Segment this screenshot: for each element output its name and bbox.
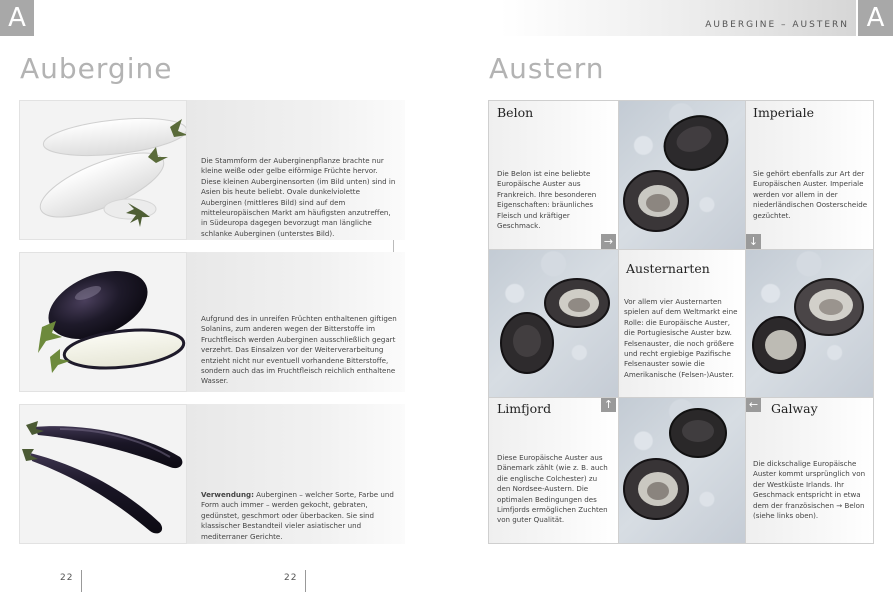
cell-imperiale [745,101,873,249]
arrow-up-icon: ↑ [601,397,616,412]
grid-line [745,101,746,543]
limfjord-oyster-illustration [618,397,745,543]
aubergine-paragraph-2: Aufgrund des in unreifen Früchten enthaltenen giftigen Solanins, zum anderen wegen der Bitterstoffe im Fruchtfleisch werden Auberginen ausschließlich gegart verzehrt. Das Einsalzen vor der Weiterverarbeitung entzieht nicht nur eventuell vorhandene Bitterstoffe, sondern auch das im Fruchtfleisch reichlich enthaltene Wasser. [201,314,397,386]
heading-austernarten: Austernarten [626,261,710,276]
text-galway: Die dickschalige Europäische Auster kommt ursprünglich von der Westküste Irlands. Ihr Geschmack entspricht in etwa dem der französischen → Belon (siehe links oben). [753,459,866,521]
long-aubergine-photo [19,404,187,544]
aubergine-row-2 [19,252,405,392]
page-number-rule-right [305,570,306,592]
cell-belon [489,101,618,249]
aubergine-text-panel-3 [187,404,405,544]
white-aubergine-illustration [20,101,187,240]
white-aubergine-photo [19,100,187,240]
page-number-right: 22 [284,573,298,583]
aubergine-paragraph-3 [201,490,399,542]
text-austernarten: Vor allem vier Austernarten spielen auf dem Weltmarkt eine Rolle: die Europäische Auster, die Portugiesische Auster bzw. Felsenauster, die noch größere und recht ergiebige Pazifische Felsenauster sowie die Amerikanische (Felsen-)Auster. [624,297,738,379]
photo-belon-oyster [618,101,745,249]
cell-austernarten [618,249,745,397]
text-limfjord: Diese Europäische Auster aus Dänemark zählt (wie z. B. auch die englische Colchester) zu den Nordsee-Austern. Die optimalen Bedingungen des Limfjords ermöglichen Zuchten von guter Qualität. [497,453,608,525]
aubergine-text-panel-1 [187,100,405,240]
section-letter-left: A [0,0,34,36]
aubergine-row-1 [19,100,405,240]
belon-oyster-illustration [618,101,745,249]
divider-mark [393,240,394,252]
dark-aubergine-illustration [20,253,187,392]
header-gradient [500,0,856,36]
cell-limfjord [489,397,618,543]
usage-label: Verwendung: [201,490,254,499]
page-title-austern: Austern [489,52,605,85]
section-letter-right: A [858,0,893,36]
page-number-rule-left [81,570,82,592]
arrow-left-icon: ← [746,397,761,412]
oysters-right-illustration [745,249,873,397]
grid-line [489,397,873,398]
aubergine-text-panel-2 [187,252,405,392]
arrow-down-icon: ↓ [746,234,761,249]
aubergine-paragraph-1: Die Stammform der Auberginenpflanze brachte nur kleine weiße oder gelbe eiförmige Früchte hervor. Diese kleinen Auberginensorten (im Bild unten) sind in Asien bis heute beliebt. Ovale dunkelviolette Auberginen (mittleres Bild) sind auf dem mitteleuropäischen Markt am häufigsten anzutreffen, in Südeuropa dagegen bevorzugt man längliche schlanke Auberginen (unterstes Bild). [201,156,396,238]
photo-austernarten-oysters [489,249,618,397]
text-belon: Die Belon ist eine beliebte Europäische Auster aus Frankreich. Ihre besonderen Eigenschaften: bräunliches Fleisch und kräftiger Geschmack. [497,169,597,231]
dark-aubergine-photo [19,252,187,392]
page-number-left: 22 [60,573,74,583]
page-title-aubergine: Aubergine [20,52,173,85]
arrow-right-icon: → [601,234,616,249]
heading-galway: Galway [771,401,818,416]
grid-line [618,101,619,543]
heading-belon: Belon [497,105,534,120]
heading-imperiale: Imperiale [753,105,815,120]
photo-oysters-right [745,249,873,397]
oyster-grid [488,100,874,544]
austernarten-oysters-illustration [489,249,618,397]
heading-limfjord: Limfjord [497,401,552,416]
usage-text: Auberginen – welcher Sorte, Farbe und Form auch immer – werden gekocht, gebraten, gedünstet, geschmort oder überbacken. Sie sind klassischer Bestandteil vieler asiatischer und mediterraner Gerichte. [201,490,394,541]
aubergine-row-3 [19,404,405,544]
cell-galway [745,397,873,543]
grid-line [489,249,873,250]
photo-limfjord-oyster [618,397,745,543]
running-title: AUBERGINE – AUSTERN [705,20,849,30]
long-aubergine-illustration [20,405,187,544]
text-imperiale: Sie gehört ebenfalls zur Art der Europäischen Auster. Imperiale werden vor allem in der niederländischen Oosterscheide gezüchtet. [753,169,868,220]
